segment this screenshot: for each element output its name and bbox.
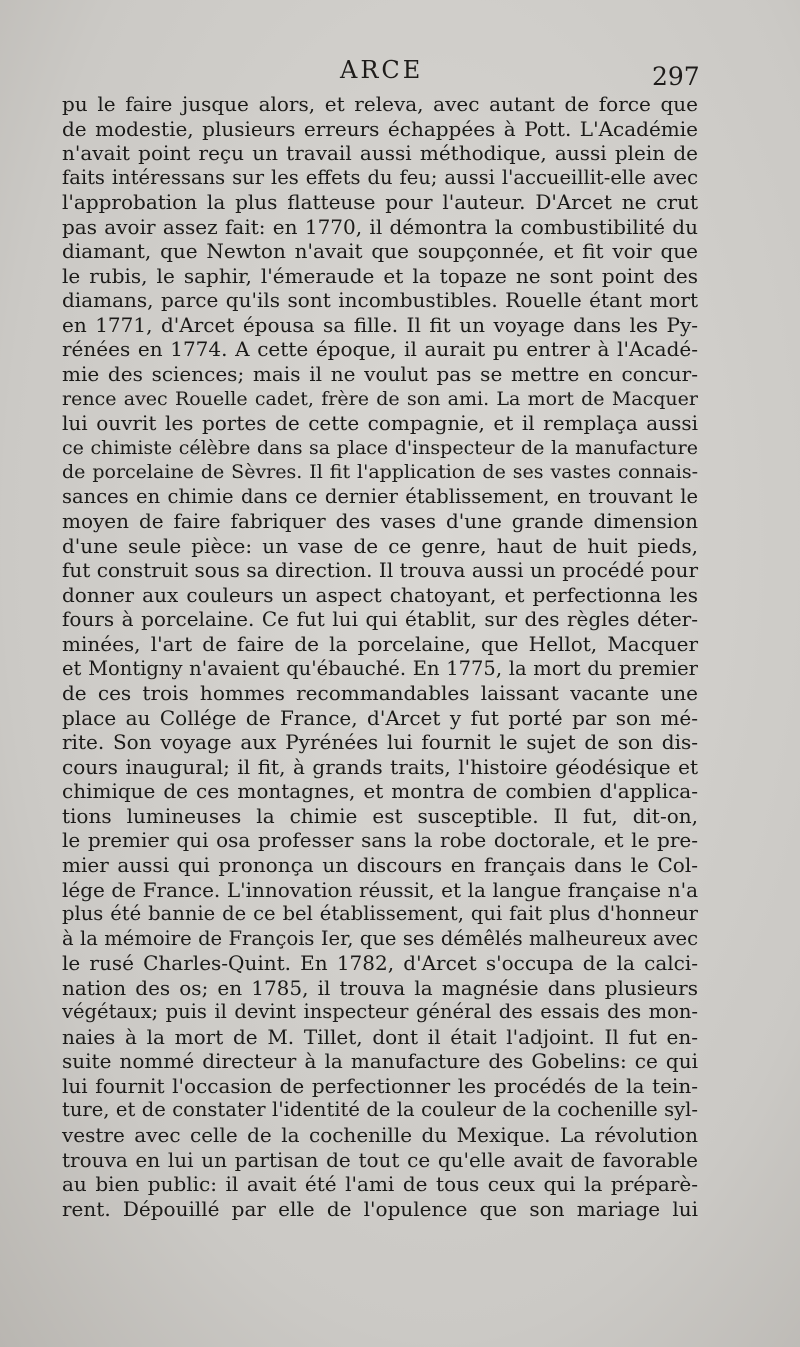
- text-line: pu le faire jusque alors, et releva, avec autant de force que: [62, 92, 698, 116]
- text-line: diamans, parce qu'ils sont incombustibles. Rouelle étant mort: [62, 288, 698, 313]
- text-line: le premier qui osa professer sans la robe doctorale, et le pre-: [62, 828, 698, 853]
- text-line: le rubis, le saphir, l'émeraude et la topaze ne sont point des: [62, 263, 698, 288]
- text-line: lége de France. L'innovation réussit, et la langue française n'a: [62, 877, 698, 902]
- text-line: rite. Son voyage aux Pyrénées lui fournit le sujet de son dis-: [62, 730, 698, 755]
- text-line: de modestie, plusieurs erreurs échappées à Pott. L'Académie: [62, 116, 698, 141]
- page-number: 297: [652, 62, 700, 91]
- text-line: l'approbation la plus flatteuse pour l'auteur. D'Arcet ne crut: [62, 190, 698, 215]
- text-line: place au Collége de France, d'Arcet y fut porté par son mé-: [62, 705, 698, 730]
- text-line: mie des sciences; mais il ne voulut pas se mettre en concur-: [62, 362, 698, 387]
- text-line: lui ouvrit les portes de cette compagnie, et il remplaça aussi: [62, 411, 698, 436]
- text-line: ture, et de constater l'identité de la couleur de la cochenille syl-: [62, 1098, 698, 1122]
- text-line: suite nommé directeur à la manufacture des Gobelins: ce qui: [62, 1049, 698, 1074]
- text-line: plus été bannie de ce bel établissement, qui fait plus d'honneur: [62, 902, 698, 926]
- text-line: donner aux couleurs un aspect chatoyant, et perfectionna les: [62, 582, 698, 607]
- text-line: trouva en lui un partisan de tout ce qu'elle avait de favorable: [62, 1147, 698, 1172]
- text-line: sances en chimie dans ce dernier établissement, en trouvant le: [62, 484, 698, 508]
- text-line: de ces trois hommes recommandables laissant vacante une: [62, 681, 698, 706]
- text-line: pas avoir assez fait: en 1770, il démontra la combustibilité du: [62, 214, 698, 239]
- text-line: d'une seule pièce: un vase de ce genre, haut de huit pieds,: [62, 533, 698, 558]
- text-line: mier aussi qui prononça un discours en français dans le Col-: [62, 852, 698, 877]
- text-line: le rusé Charles-Quint. En 1782, d'Arcet s'occupa de la calci-: [62, 951, 698, 976]
- text-line: faits intéressans sur les effets du feu; aussi l'accueillit-elle avec: [62, 165, 698, 189]
- text-line: et Montigny n'avaient qu'ébauché. En 1775, la mort du premier: [62, 656, 698, 680]
- body-text: [62, 92, 698, 1221]
- text-line: fut construit sous sa direction. Il trouva aussi un procédé pour: [62, 558, 698, 583]
- text-line: chimique de ces montagnes, et montra de combien d'applica-: [62, 779, 698, 804]
- text-line: tions lumineuses la chimie est susceptible. Il fut, dit-on,: [62, 803, 698, 828]
- text-line: diamant, que Newton n'avait que soupçonnée, et fit voir que: [62, 239, 698, 264]
- text-line: n'avait point reçu un travail aussi méthodique, aussi plein de: [62, 141, 698, 166]
- text-line: lui fournit l'occasion de perfectionner les procédés de la tein-: [62, 1073, 698, 1098]
- text-line: naies à la mort de M. Tillet, dont il était l'adjoint. Il fut en-: [62, 1024, 698, 1049]
- text-line: moyen de faire fabriquer des vases d'une grande dimension: [62, 509, 698, 534]
- text-line: végétaux; puis il devint inspecteur général des essais des mon-: [62, 1000, 698, 1024]
- text-line: de porcelaine de Sèvres. Il fit l'application de ses vastes connais-: [62, 461, 698, 484]
- text-line: au bien public: il avait été l'ami de tous ceux qui la préparè-: [62, 1172, 698, 1197]
- text-line: fours à porcelaine. Ce fut lui qui établit, sur des règles déter-: [62, 607, 698, 632]
- text-line: nation des os; en 1785, il trouva la magnésie dans plusieurs: [62, 975, 698, 1000]
- text-line: minées, l'art de faire de la porcelaine, que Hellot, Macquer: [62, 632, 698, 657]
- text-line: en 1771, d'Arcet épousa sa fille. Il fit un voyage dans les Py-: [62, 312, 698, 337]
- text-line: rénées en 1774. A cette époque, il aurait pu entrer à l'Acadé-: [62, 337, 698, 362]
- running-title: ARCE: [340, 56, 424, 84]
- text-line: vestre avec celle de la cochenille du Mexique. La révolution: [62, 1122, 698, 1147]
- text-line: rence avec Rouelle cadet, frère de son ami. La mort de Macquer: [62, 387, 698, 410]
- text-line: à la mémoire de François Ier, que ses démêlés malheureux avec: [62, 926, 698, 950]
- text-line: ce chimiste célèbre dans sa place d'inspecteur de la manufacture: [62, 436, 698, 459]
- page-header: [0, 56, 800, 96]
- text-line: rent. Dépouillé par elle de l'opulence que son mariage lui: [62, 1196, 698, 1221]
- text-line: cours inaugural; il fit, à grands traits, l'histoire géodésique et: [62, 754, 698, 779]
